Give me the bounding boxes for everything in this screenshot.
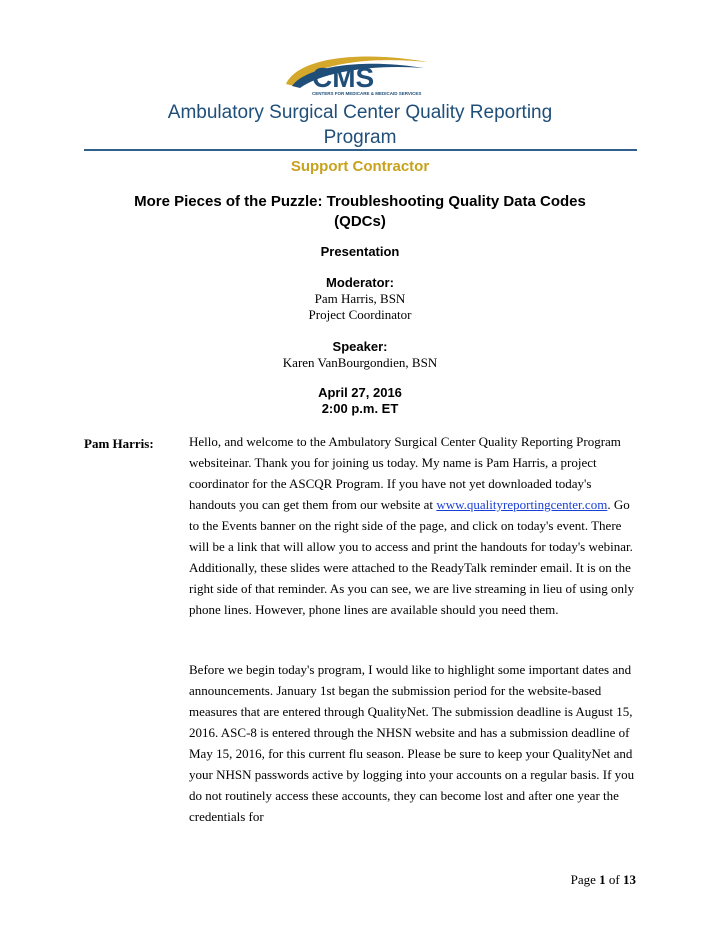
page-number [571, 872, 636, 888]
page-word: Page [570, 872, 596, 887]
speaker-name: Karen VanBourgondien, BSN [282, 355, 438, 370]
support-contractor-label: Support Contractor [290, 158, 430, 175]
moderator-label: Moderator: [326, 275, 394, 290]
header-divider [84, 149, 637, 151]
transcript-speaker: Pam Harris: [84, 436, 154, 451]
presentation-title [84, 192, 636, 232]
presentation-title-line2: (QDCs) [334, 213, 386, 230]
presentation-title-line1: More Pieces of the Puzzle: Troubleshooting Quality Data Codes [134, 193, 586, 210]
current-page: 1 [599, 872, 606, 887]
document-type: Presentation [320, 244, 400, 259]
transcript-paragraph-1 [189, 431, 641, 620]
paragraph-1-text: Hello, and welcome to the Ambulatory Surgical Center Quality Reporting Program websiteinar. Thank you for joining us today. My name is Pam Harris, a project coordinator for the ASCQR Program. If you have not yet downloaded today's handouts you can get them from our website at [189, 434, 621, 512]
cms-logo [278, 50, 438, 98]
program-title-line1: Ambulatory Surgical Center Quality Reporting [167, 102, 553, 123]
speaker-label: Speaker: [332, 339, 388, 354]
presentation-time: 2:00 p.m. ET [321, 401, 399, 416]
total-pages: 13 [623, 872, 636, 887]
logo-text: CMS [312, 62, 375, 93]
quality-reporting-center-link[interactable]: www.qualityreportingcenter.com [436, 497, 608, 512]
of-word: of [608, 872, 620, 887]
transcript-paragraph-2: Before we begin today's program, I would like to highlight some important dates and announcements. January 1st began the submission period for the website-based measures that are entered through QualityNet. The submission deadline is August 15, 2016. ASC-8 is entered through the NHSN website and has a submission deadline of May 15, 2016, for this current flu season. Please be sure to keep your QualityNet and your NHSN passwords active by logging into your accounts on a regular basis. If you do not routinely access these accounts, they can become lost and after one year the credentials for [189, 662, 635, 824]
paragraph-1-text-continued: . Go to the Events banner on the right side of the page, and click on today's event. There will be a link that will allow you to access and print the handouts for today's webinar. Additionally, these slides were attached to the ReadyTalk reminder email. It is on the right side of that reminder. As you can see, we are live streaming in lieu of using only phone lines. However, phone lines are available should you need them. [189, 497, 635, 617]
logo-subtext: CENTERS FOR MEDICARE & MEDICAID SERVICES [312, 91, 422, 96]
presentation-date: April 27, 2016 [318, 385, 402, 400]
moderator-name: Pam Harris, BSN [314, 291, 406, 306]
moderator-role: Project Coordinator [308, 307, 412, 322]
program-title [84, 100, 636, 150]
program-title-line2: Program [323, 127, 397, 148]
